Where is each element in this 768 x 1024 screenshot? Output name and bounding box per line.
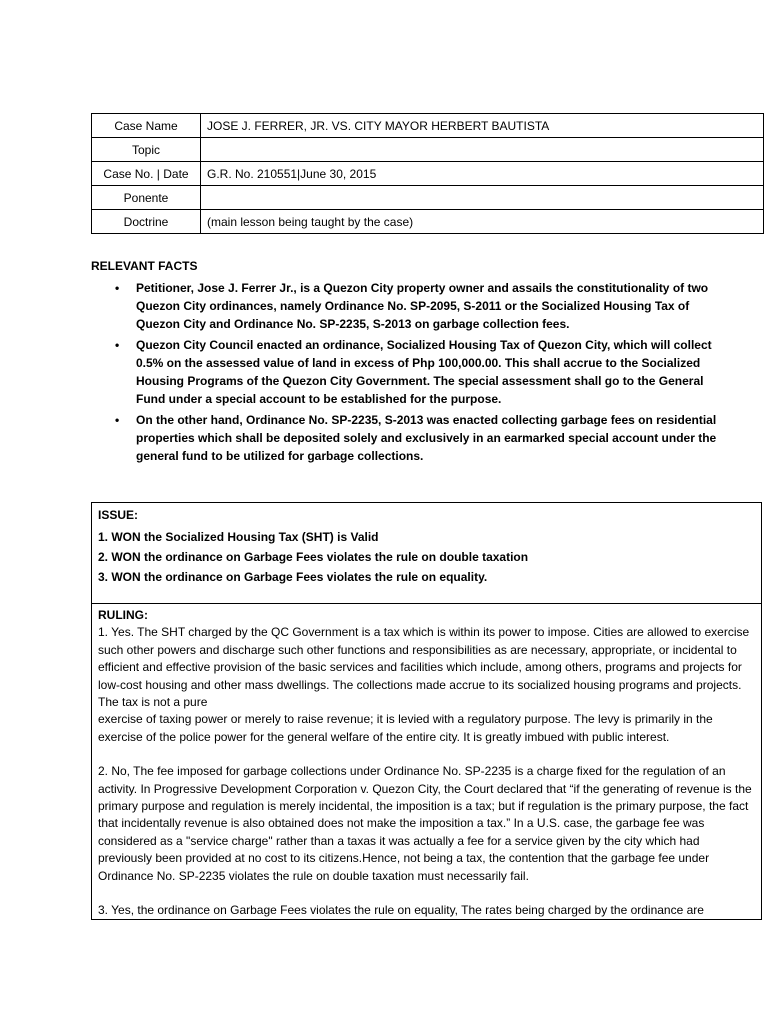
- ponente-row: [92, 186, 764, 210]
- ruling-paragraph-3: 3. Yes, the ordinance on Garbage Fees violates the rule on equality, The rates being charged by the ordinance are: [98, 903, 704, 918]
- ruling-paragraph-2: 2. No, The fee imposed for garbage collections under Ordinance No. SP-2235 is a charge fixed for the regulation of an activity. In Progressive Development Corporation v. Quezon City, the Court declared that “if the generating of revenue is the primary purpose and regulation is merely incidental, the imposition is a tax; but if regulation is the primary purpose, the fact that incidentally revenue is also obtained does not make the imposition a tax.” In a U.S. case, the garbage fee was considered as a "service charge" rather than a taxas it was actually a fee for a service given by the city which had previously been provided at no cost to its citizens.Hence, not being a tax, the contention that the garbage fee under Ordinance No. SP-2235 violates the rule on double taxation must necessarily fail.: [98, 764, 752, 883]
- bullet-icon: •: [115, 338, 120, 352]
- fact-item: [91, 279, 731, 333]
- topic-value: [201, 138, 764, 162]
- relevant-facts-section: [91, 258, 731, 468]
- facts-list: [91, 279, 731, 465]
- ponente-value: [201, 186, 764, 210]
- ruling-heading: RULING:: [98, 608, 148, 622]
- ponente-label: Ponente: [92, 186, 201, 210]
- bullet-icon: •: [115, 413, 120, 427]
- doctrine-value: (main lesson being taught by the case): [201, 210, 764, 234]
- fact-text: Petitioner, Jose J. Ferrer Jr., is a Quezon City property owner and assails the constitutionality of two Quezon City ordinances, namely Ordinance No. SP-2095, S-2011 or the Socialized Housing Tax of Quezon City and Ordinance No. SP-2235, S-2013 on garbage collection fees.: [136, 281, 709, 331]
- case-no-date-row: [92, 162, 764, 186]
- fact-item: [91, 336, 731, 408]
- issue-ruling-box: [91, 502, 762, 920]
- doctrine-row: [92, 210, 764, 234]
- ruling-section: [92, 604, 761, 920]
- issue-heading: ISSUE:: [98, 508, 139, 522]
- doctrine-label: Doctrine: [92, 210, 201, 234]
- issue-item: 1. WON the Socialized Housing Tax (SHT) is Valid: [98, 530, 379, 544]
- topic-label: Topic: [92, 138, 201, 162]
- issue-item: 2. WON the ordinance on Garbage Fees violates the rule on double taxation: [98, 550, 529, 564]
- issue-section: [92, 503, 761, 604]
- issue-item: 3. WON the ordinance on Garbage Fees violates the rule on equality.: [98, 570, 488, 584]
- fact-text: Quezon City Council enacted an ordinance, Socialized Housing Tax of Quezon City, which will collect 0.5% on the assessed value of land in excess of Php 100,000.00. This shall accrue to the Socialized Housing Programs of the Quezon City Government. The special assessment shall go to the General Fund under a special account to be established for the purpose.: [136, 338, 712, 406]
- case-no-date-label: Case No. | Date: [92, 162, 201, 186]
- fact-item: [91, 411, 731, 465]
- case-name-label: Case Name: [92, 114, 201, 138]
- ruling-paragraph-1b: exercise of taxing power or merely to raise revenue; it is levied with a regulatory purpose. The levy is primarily in the exercise of the police power for the general welfare of the entire city. It is greatly imbued with public interest.: [98, 712, 713, 744]
- ruling-paragraph-1a: 1. Yes. The SHT charged by the QC Government is a tax which is within its power to impose. Cities are allowed to exercise such other powers and discharge such other functions and responsibilities as are necessary, appropriate, or incidental to efficient and effective provision of the basic services and facilities which include, among others, programs and projects for low-cost housing and other mass dwellings. The collections made accrue to its socialized housing programs and projects. The tax is not a pure: [98, 625, 750, 710]
- case-info-table: [91, 113, 764, 234]
- case-name-value: JOSE J. FERRER, JR. VS. CITY MAYOR HERBERT BAUTISTA: [201, 114, 764, 138]
- bullet-icon: •: [115, 281, 120, 295]
- case-no-date-value: G.R. No. 210551|June 30, 2015: [201, 162, 764, 186]
- relevant-facts-heading: RELEVANT FACTS: [91, 259, 198, 273]
- topic-row: [92, 138, 764, 162]
- fact-text: On the other hand, Ordinance No. SP-2235, S-2013 was enacted collecting garbage fees on residential properties which shall be deposited solely and exclusively in an earmarked special account under the general fund to be utilized for garbage collections.: [136, 413, 717, 463]
- case-name-row: [92, 114, 764, 138]
